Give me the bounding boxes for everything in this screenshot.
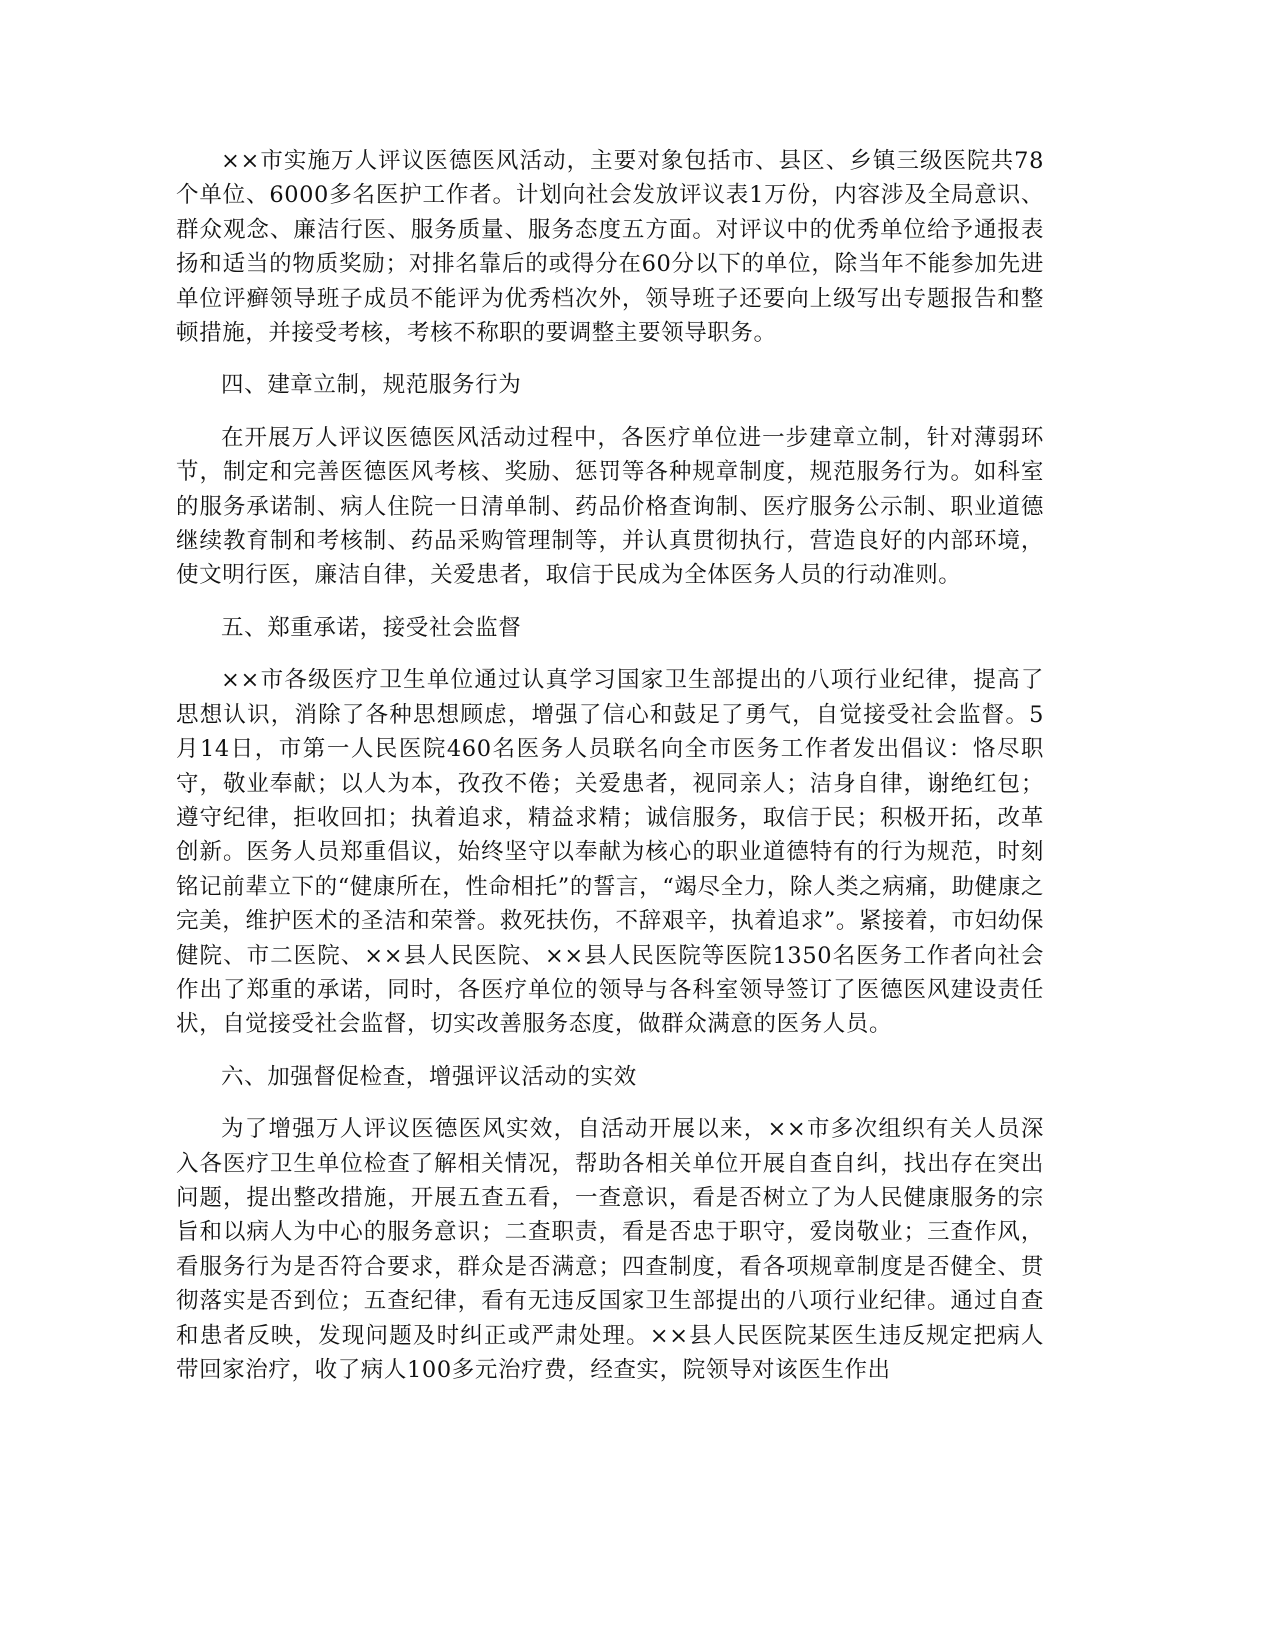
section-heading-5: 五、郑重承诺，接受社会监督 xyxy=(221,614,522,641)
paragraph-inspection: 为了增强万人评议医德医风实效，自活动开展以来，××市多次组织有关人员深入各医疗卫生单位检查了解相关情况，帮助各相关单位开展自查自纠，找出存在突出问题，提出整改措施，开展五查五看，一查意识，看是否树立了为人民健康服务的宗旨和以病人为中心的服务意识；二查职责，看是否忠于职守，爱岗敬业；三查作风，看服务行为是否符合要求，群众是否满意；四查制度，看各项规章制度是否健全、贯彻落实是否到位；五查纪律，看有无违反国家卫生部提出的八项行业纪律。通过自查和患者反映，发现问题及时纠正或严肃处理。××县人民医院某医生违反规定把病人带回家治疗，收了病人100多元治疗费，经查实，院领导对该医生作出 xyxy=(176,1116,1044,1383)
document-body xyxy=(176,144,1044,1405)
paragraph-commitment: ××市各级医疗卫生单位通过认真学习国家卫生部提出的八项行业纪律，提高了思想认识，消除了各种思想顾虑，增强了信心和鼓足了勇气，自觉接受社会监督。5月14日，市第一人民医院460名医务人员联名向全市医务工作者发出倡议：恪尽职守，敬业奉献；以人为本，孜孜不倦；关爱患者，视同亲人；洁身自律，谢绝红包；遵守纪律，拒收回扣；执着追求，精益求精；诚信服务，取信于民；积极开拓，改革创新。医务人员郑重倡议，始终坚守以奉献为核心的职业道德特有的行为规范，时刻铭记前辈立下的“健康所在，性命相托”的誓言，“竭尽全力，除人类之病痛，助健康之完美，维护医术的圣洁和荣誉。救死扶伤，不辞艰辛，执着追求”。紧接着，市妇幼保健院、市二医院、××县人民医院、××县人民医院等医院1350名医务工作者向社会作出了郑重的承诺，同时，各医疗单位的领导与各科室领导签订了医德医风建设责任状，自觉接受社会监督，切实改善服务态度，做群众满意的医务人员。 xyxy=(176,667,1044,1038)
section-heading-6: 六、加强督促检查，增强评议活动的实效 xyxy=(221,1063,637,1090)
section-heading-4: 四、建章立制，规范服务行为 xyxy=(221,372,522,399)
paragraph-regulations: 在开展万人评议医德医风活动过程中，各医疗单位进一步建章立制，针对薄弱环节，制定和完善医德医风考核、奖励、惩罚等各种规章制度，规范服务行为。如科室的服务承诺制、病人住院一日清单制、药品价格查询制、医疗服务公示制、职业道德继续教育制和考核制、药品采购管理制等，并认真贯彻执行，营造良好的内部环境，使文明行医，廉洁自律，关爱患者，取信于民成为全体医务人员的行动准则。 xyxy=(176,424,1044,589)
paragraph-evaluation-overview: ××市实施万人评议医德医风活动，主要对象包括市、县区、乡镇三级医院共78个单位、6000多名医护工作者。计划向社会发放评议表1万份，内容涉及全局意识、群众观念、廉洁行医、服务质量、服务态度五方面。对评议中的优秀单位给予通报表扬和适当的物质奖励；对排名靠后的或得分在60分以下的单位，除当年不能参加先进单位评癣领导班子成员不能评为优秀档次外，领导班子还要向上级写出专题报告和整顿措施，并接受考核，考核不称职的要调整主要领导职务。 xyxy=(176,148,1044,347)
